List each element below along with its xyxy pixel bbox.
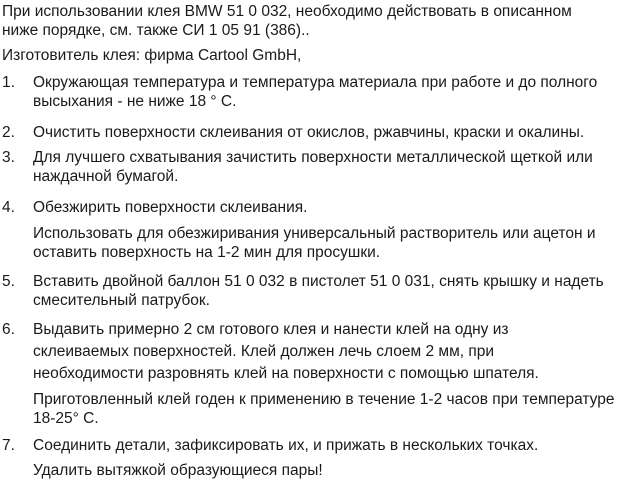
step-2 — [0, 123, 617, 142]
step-line: Соединить детали, зафиксировать их, и прижать в нескольких точках. — [33, 437, 539, 454]
step-7-note — [33, 461, 323, 480]
step-line: Очистить поверхности склеивания от окислов, ржавчины, краски и окалины. — [33, 124, 585, 141]
step-line: Выдавить примерно 2 см готового клея и нанести клей на одну из — [33, 321, 509, 338]
step-line: необходимости разровнять клей на поверхности с помощью шпателя. — [33, 365, 539, 382]
step-4-note — [33, 224, 596, 262]
step-text — [33, 73, 617, 111]
step-line: склеиваемых поверхностей. Клей должен лечь слоем 2 мм, при — [33, 343, 495, 360]
step-line: Окружающая температура и температура материала при работе и до полного — [33, 74, 598, 91]
step-line: Обезжирить поверхности склеивания. — [33, 199, 308, 216]
step-text — [33, 436, 617, 455]
step-line: наждачной бумагой. — [33, 168, 179, 185]
step-3 — [0, 148, 617, 186]
step-number: 4. — [2, 199, 15, 216]
step-4 — [0, 198, 617, 217]
note-line: Удалить вытяжкой образующиеся пары! — [33, 462, 323, 479]
step-7 — [0, 436, 617, 455]
step-number: 6. — [2, 321, 15, 338]
step-number: 1. — [2, 74, 15, 91]
intro-line-1: При использовании клея BMW 51 0 032, необходимо действовать в описанном — [2, 3, 572, 20]
step-number: 3. — [2, 149, 15, 166]
note-line: 18-25° С. — [33, 410, 99, 427]
step-number: 7. — [2, 437, 15, 454]
step-number: 5. — [2, 273, 15, 290]
step-line: смесительный патрубок. — [33, 292, 210, 309]
step-text — [33, 123, 617, 142]
step-1 — [0, 73, 617, 111]
step-text — [33, 320, 617, 383]
step-text — [33, 148, 617, 186]
step-line: высыхания - не ниже 18 ° С. — [33, 93, 237, 110]
step-text — [33, 272, 617, 310]
note-line: Приготовленный клей годен к применению в течение 1-2 часов при температуре — [33, 391, 615, 408]
note-line: оставить поверхность на 1-2 мин для просушки. — [33, 244, 381, 261]
step-5 — [0, 272, 617, 310]
step-6-note — [33, 390, 615, 428]
step-line: Для лучшего схватывания зачистить поверхности металлической щеткой или — [33, 149, 593, 166]
step-number: 2. — [2, 124, 15, 141]
step-line: Вставить двойной баллон 51 0 032 в пистолет 51 0 031, снять крышку и надеть — [33, 273, 604, 290]
note-line: Использовать для обезжиривания универсальный растворитель или ацетон и — [33, 225, 596, 242]
intro-paragraph — [0, 2, 572, 40]
intro-line-2: ниже порядке, см. также СИ 1 05 91 (386).. — [2, 22, 310, 39]
step-6 — [0, 320, 617, 383]
step-text — [33, 198, 617, 217]
manufacturer-line: Изготовитель клея: фирма Cartool GmbH, — [2, 47, 302, 64]
